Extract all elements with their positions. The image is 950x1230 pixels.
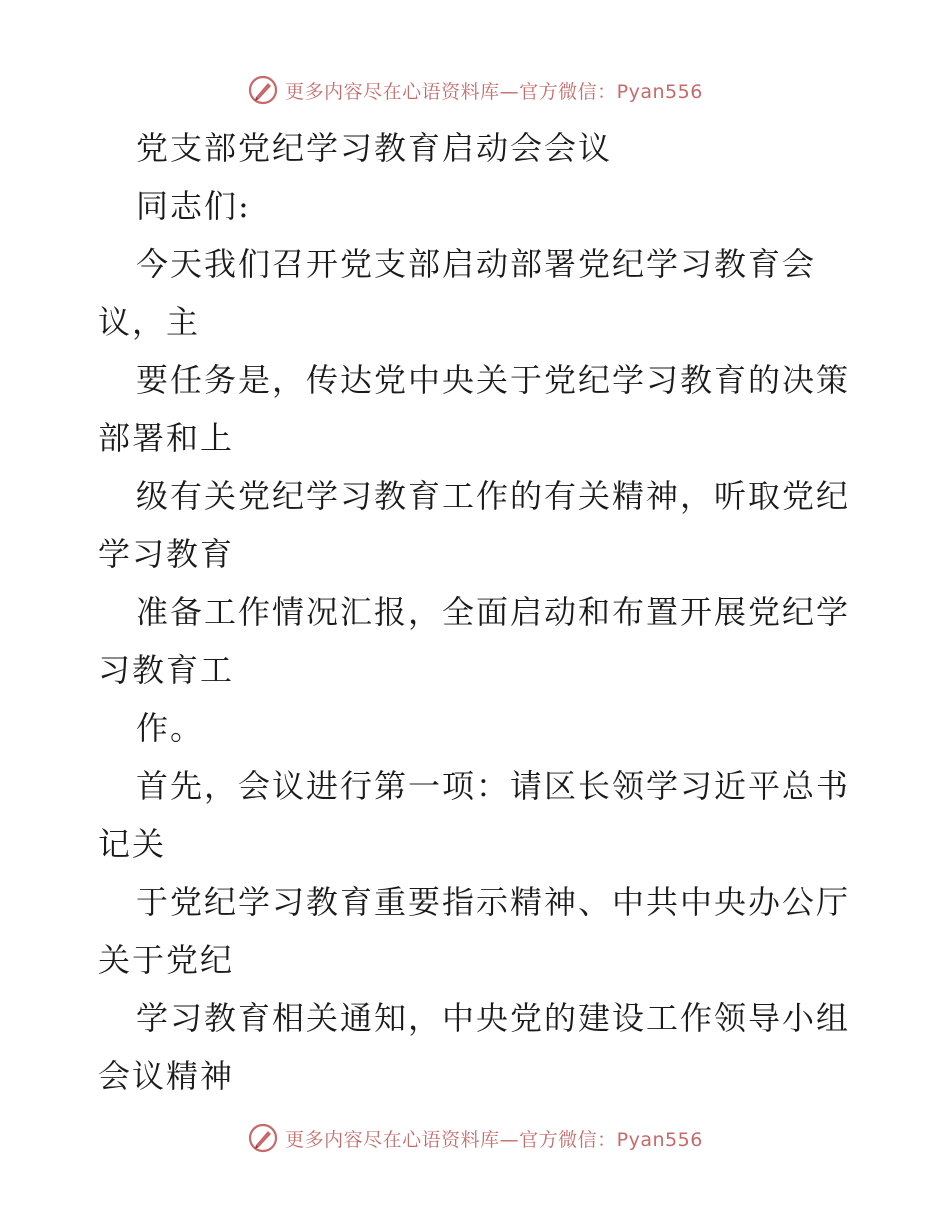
text-line: 部署和上 — [98, 419, 235, 457]
text-line: 准备工作情况汇报，全面启动和布置开展党纪学 — [136, 593, 851, 631]
pen-logo-icon — [247, 74, 279, 106]
footer-watermark — [0, 1118, 950, 1158]
pen-logo-icon — [247, 1122, 279, 1154]
text-line: 关于党纪 — [98, 941, 235, 979]
text-line: 习教育工 — [98, 651, 235, 689]
text-line: 于党纪学习教育重要指示精神、中共中央办公厅 — [136, 883, 851, 921]
text-line: 学习教育相关通知，中央党的建设工作领导小组 — [136, 999, 851, 1037]
header-watermark — [0, 70, 950, 110]
text-line: 记关 — [98, 825, 167, 863]
text-line: 作。 — [136, 709, 205, 747]
text-line: 议，主 — [98, 303, 201, 341]
text-line: 首先，会议进行第一项：请区长领学习近平总书 — [136, 767, 851, 805]
text-line: 要任务是，传达党中央关于党纪学习教育的决策 — [136, 361, 851, 399]
text-line: 级有关党纪学习教育工作的有关精神，听取党纪 — [136, 477, 851, 515]
document-title: 党支部党纪学习教育启动会会议 — [136, 129, 613, 167]
document-body — [98, 119, 858, 1105]
text-line: 今天我们召开党支部启动部署党纪学习教育会 — [136, 245, 817, 283]
watermark-text: 更多内容尽在心语资料库—官方微信：Pyan556 — [285, 1128, 703, 1151]
text-line: 会议精神 — [98, 1057, 235, 1095]
text-line: 同志们: — [136, 187, 251, 225]
text-line: 学习教育 — [98, 535, 235, 573]
watermark-text: 更多内容尽在心语资料库—官方微信：Pyan556 — [285, 80, 703, 103]
